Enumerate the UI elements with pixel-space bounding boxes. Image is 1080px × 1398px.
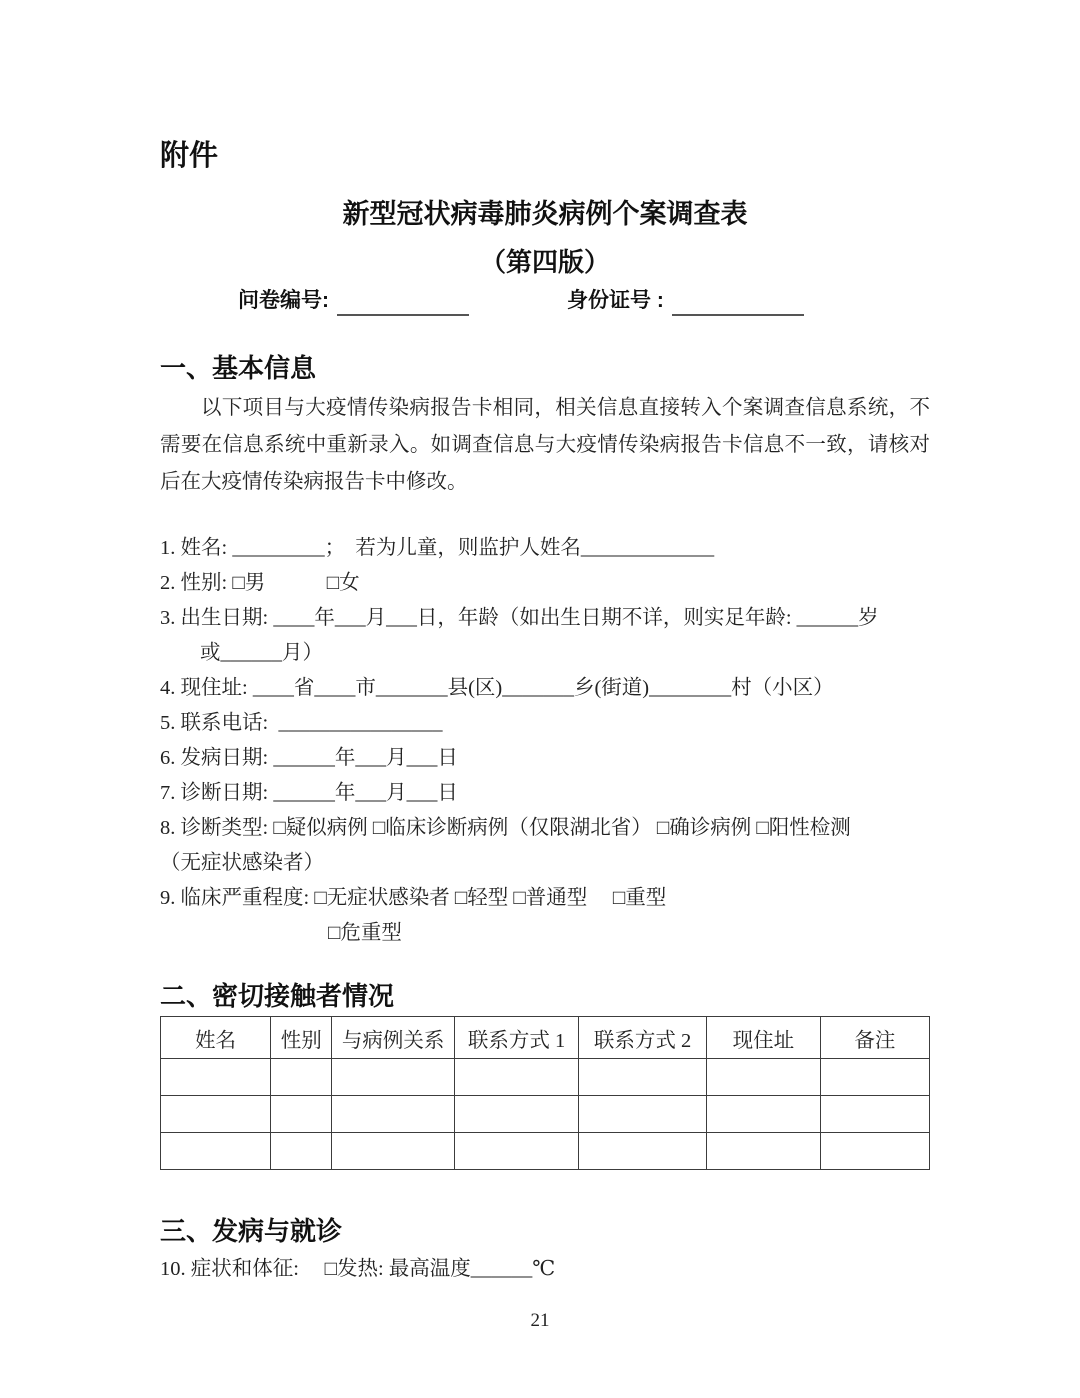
form-item-diagnosis-type-continued: （无症状感染者） [160,852,324,874]
form-item-onset-date: 6. 发病日期: ______年___月___日 [160,747,458,769]
attachment-label: 附件 [160,140,219,172]
section-heading-basic-info: 一、基本信息 [160,353,317,383]
form-title: 新型冠状病毒肺炎病例个案调查表 [342,199,748,229]
column-header-relation: 与病例关系 [332,1017,454,1059]
form-edition: （第四版） [479,247,610,277]
section-heading-close-contacts: 二、密切接触者情况 [160,981,395,1011]
header-fields-row [160,286,930,316]
column-header-gender: 性别 [270,1017,332,1059]
form-item-gender: 2. 性别: □男 □女 [160,572,360,594]
basic-info-items [160,531,930,951]
form-item-name: 1. 姓名: _________； 若为儿童，则监护人姓名_____________ [160,537,715,559]
section-heading-onset-and-visit: 三、发病与就诊 [160,1216,343,1246]
contacts-table-row [161,1096,930,1133]
form-item-birthdate: 3. 出生日期: ____年___月___日，年龄（如出生日期不详，则实足年龄: ______岁 [160,607,879,629]
form-item-address: 4. 现住址: ____省____市_______县(区)_______乡(街道)________村（小区） [160,677,834,699]
form-item-diagnosis-date: 7. 诊断日期: ______年___月___日 [160,782,458,804]
questionnaire-number-blank [337,290,469,316]
column-header-remarks: 备注 [820,1017,929,1059]
contacts-table-row [161,1133,930,1170]
contacts-table-row [161,1059,930,1096]
form-item-symptoms: 10. 症状和体征: □发热: 最高温度______℃ [160,1258,556,1280]
column-header-name: 姓名 [161,1017,271,1059]
form-item-birthdate-continued: 或______月） [200,642,323,664]
id-number-label: 身份证号 : [567,289,664,312]
page-number: 21 [530,1310,550,1331]
column-header-contact2: 联系方式 2 [579,1017,707,1059]
basic-info-intro-paragraph: 以下项目与大疫情传染病报告卡相同，相关信息直接转入个案调查信息系统，不需要在信息系统中重新录入。如调查信息与大疫情传染病报告卡信息不一致，请核对后在大疫情传染病报告卡中修改。 [160,397,930,493]
column-header-contact1: 联系方式 1 [454,1017,579,1059]
form-item-clinical-severity: 9. 临床严重程度: □无症状感染者 □轻型 □普通型 □重型 [160,887,667,909]
form-item-clinical-severity-continued: □危重型 [328,922,402,944]
questionnaire-number-field [238,286,469,316]
id-number-field [567,286,804,316]
close-contacts-table [160,1016,930,1170]
contacts-table-header-row [161,1017,930,1059]
column-header-address: 现住址 [706,1017,820,1059]
questionnaire-number-label: 问卷编号: [238,289,329,312]
form-item-diagnosis-type: 8. 诊断类型: □疑似病例 □临床诊断病例（仅限湖北省） □确诊病例 □阳性检测 [160,817,851,839]
form-item-phone: 5. 联系电话: ________________ [160,712,443,734]
id-number-blank [672,290,804,316]
